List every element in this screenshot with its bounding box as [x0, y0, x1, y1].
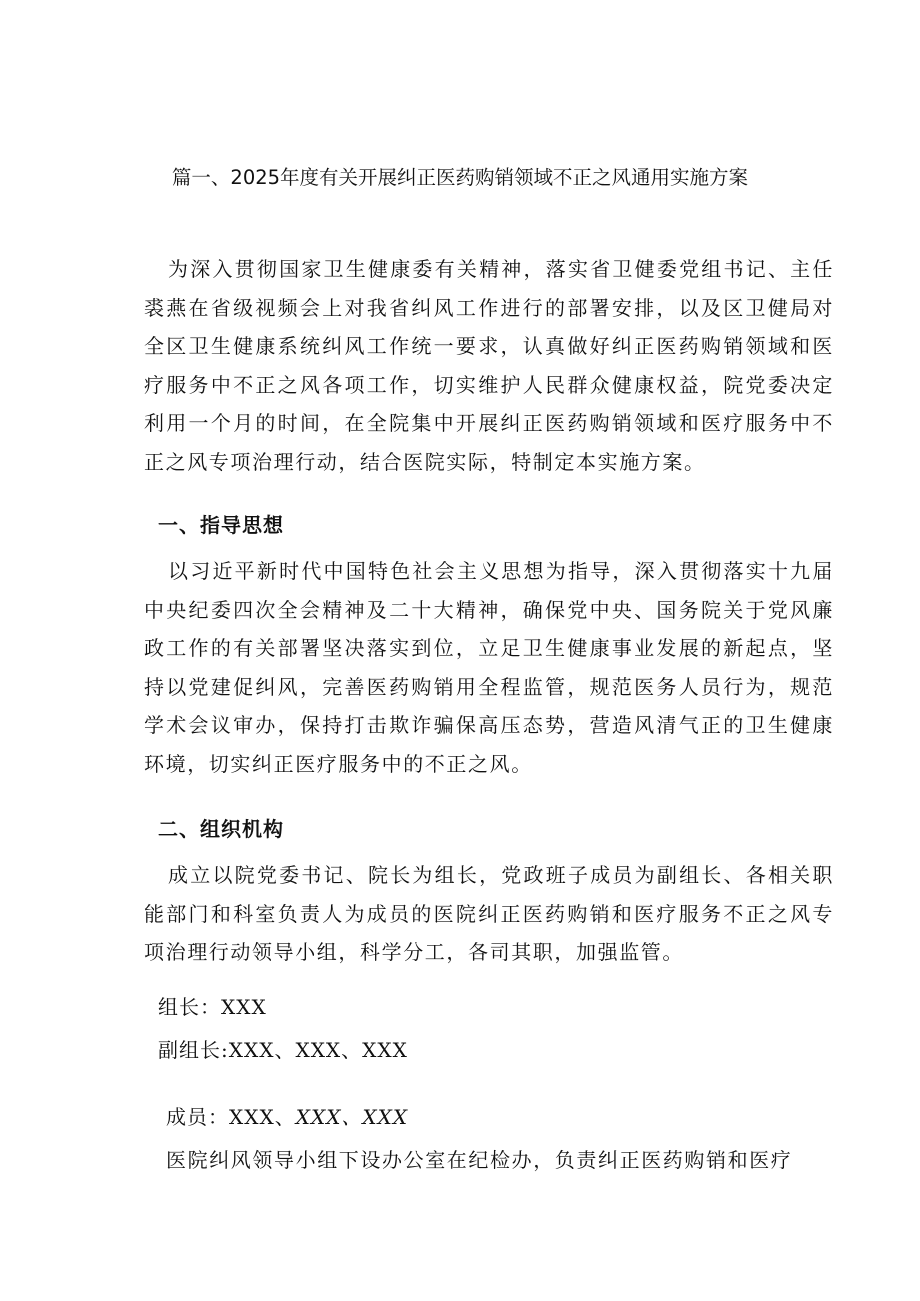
- document-title: 篇一、2025年度有关开展纠正医药购销领域不正之风通用实施方案: [171, 166, 749, 189]
- members-line: [166, 1098, 408, 1136]
- office-line: 医院纠风领导小组下设办公室在纪检办，负责纠正医药购销和医疗: [166, 1148, 793, 1172]
- section-heading-guiding-ideology: 一、指导思想: [158, 513, 284, 537]
- members-rest: XXX、XXX: [295, 1105, 409, 1129]
- section-heading-organization: 二、组织机构: [158, 817, 284, 841]
- leader-line: 组长：XXX: [158, 995, 267, 1019]
- organization-paragraph: 成立以院党委书记、院长为组长，党政班子成员为副组长、各相关职能部门和科室负责人为成员的医院纠正医药购销和医疗服务不正之风专项治理行动领导小组，科学分工，各司其职，加强监管。: [144, 863, 834, 964]
- deputy-leader-line: 副组长:XXX、XXX、XXX: [158, 1038, 408, 1062]
- guiding-ideology-paragraph: 以习近平新时代中国特色社会主义思想为指导，深入贯彻落实十九届中央纪委四次全会精神及二十大精神，确保党中央、国务院关于党风廉政工作的有关部署坚决落实到位，立足卫生健康事业发展的新起点，坚持以党建促纠风，完善医药购销用全程监管，规范医务人员行为，规范学术会议审办，保持打击欺诈骗保高压态势，营造风清气正的卫生健康环境，切实纠正医疗服务中的不正之风。: [144, 559, 834, 776]
- intro-paragraph: 为深入贯彻国家卫生健康委有关精神，落实省卫健委党组书记、主任裘燕在省级视频会上对我省纠风工作进行的部署安排，以及区卫健局对全区卫生健康系统纠风工作统一要求，认真做好纠正医药购销领域和医疗服务中不正之风各项工作，切实维护人民群众健康权益，院党委决定利用一个月的时间，在全院集中开展纠正医药购销领域和医疗服务中不正之风专项治理行动，结合医院实际，特制定本实施方案。: [144, 257, 834, 474]
- members-prefix: 成员：XXX、: [166, 1105, 296, 1129]
